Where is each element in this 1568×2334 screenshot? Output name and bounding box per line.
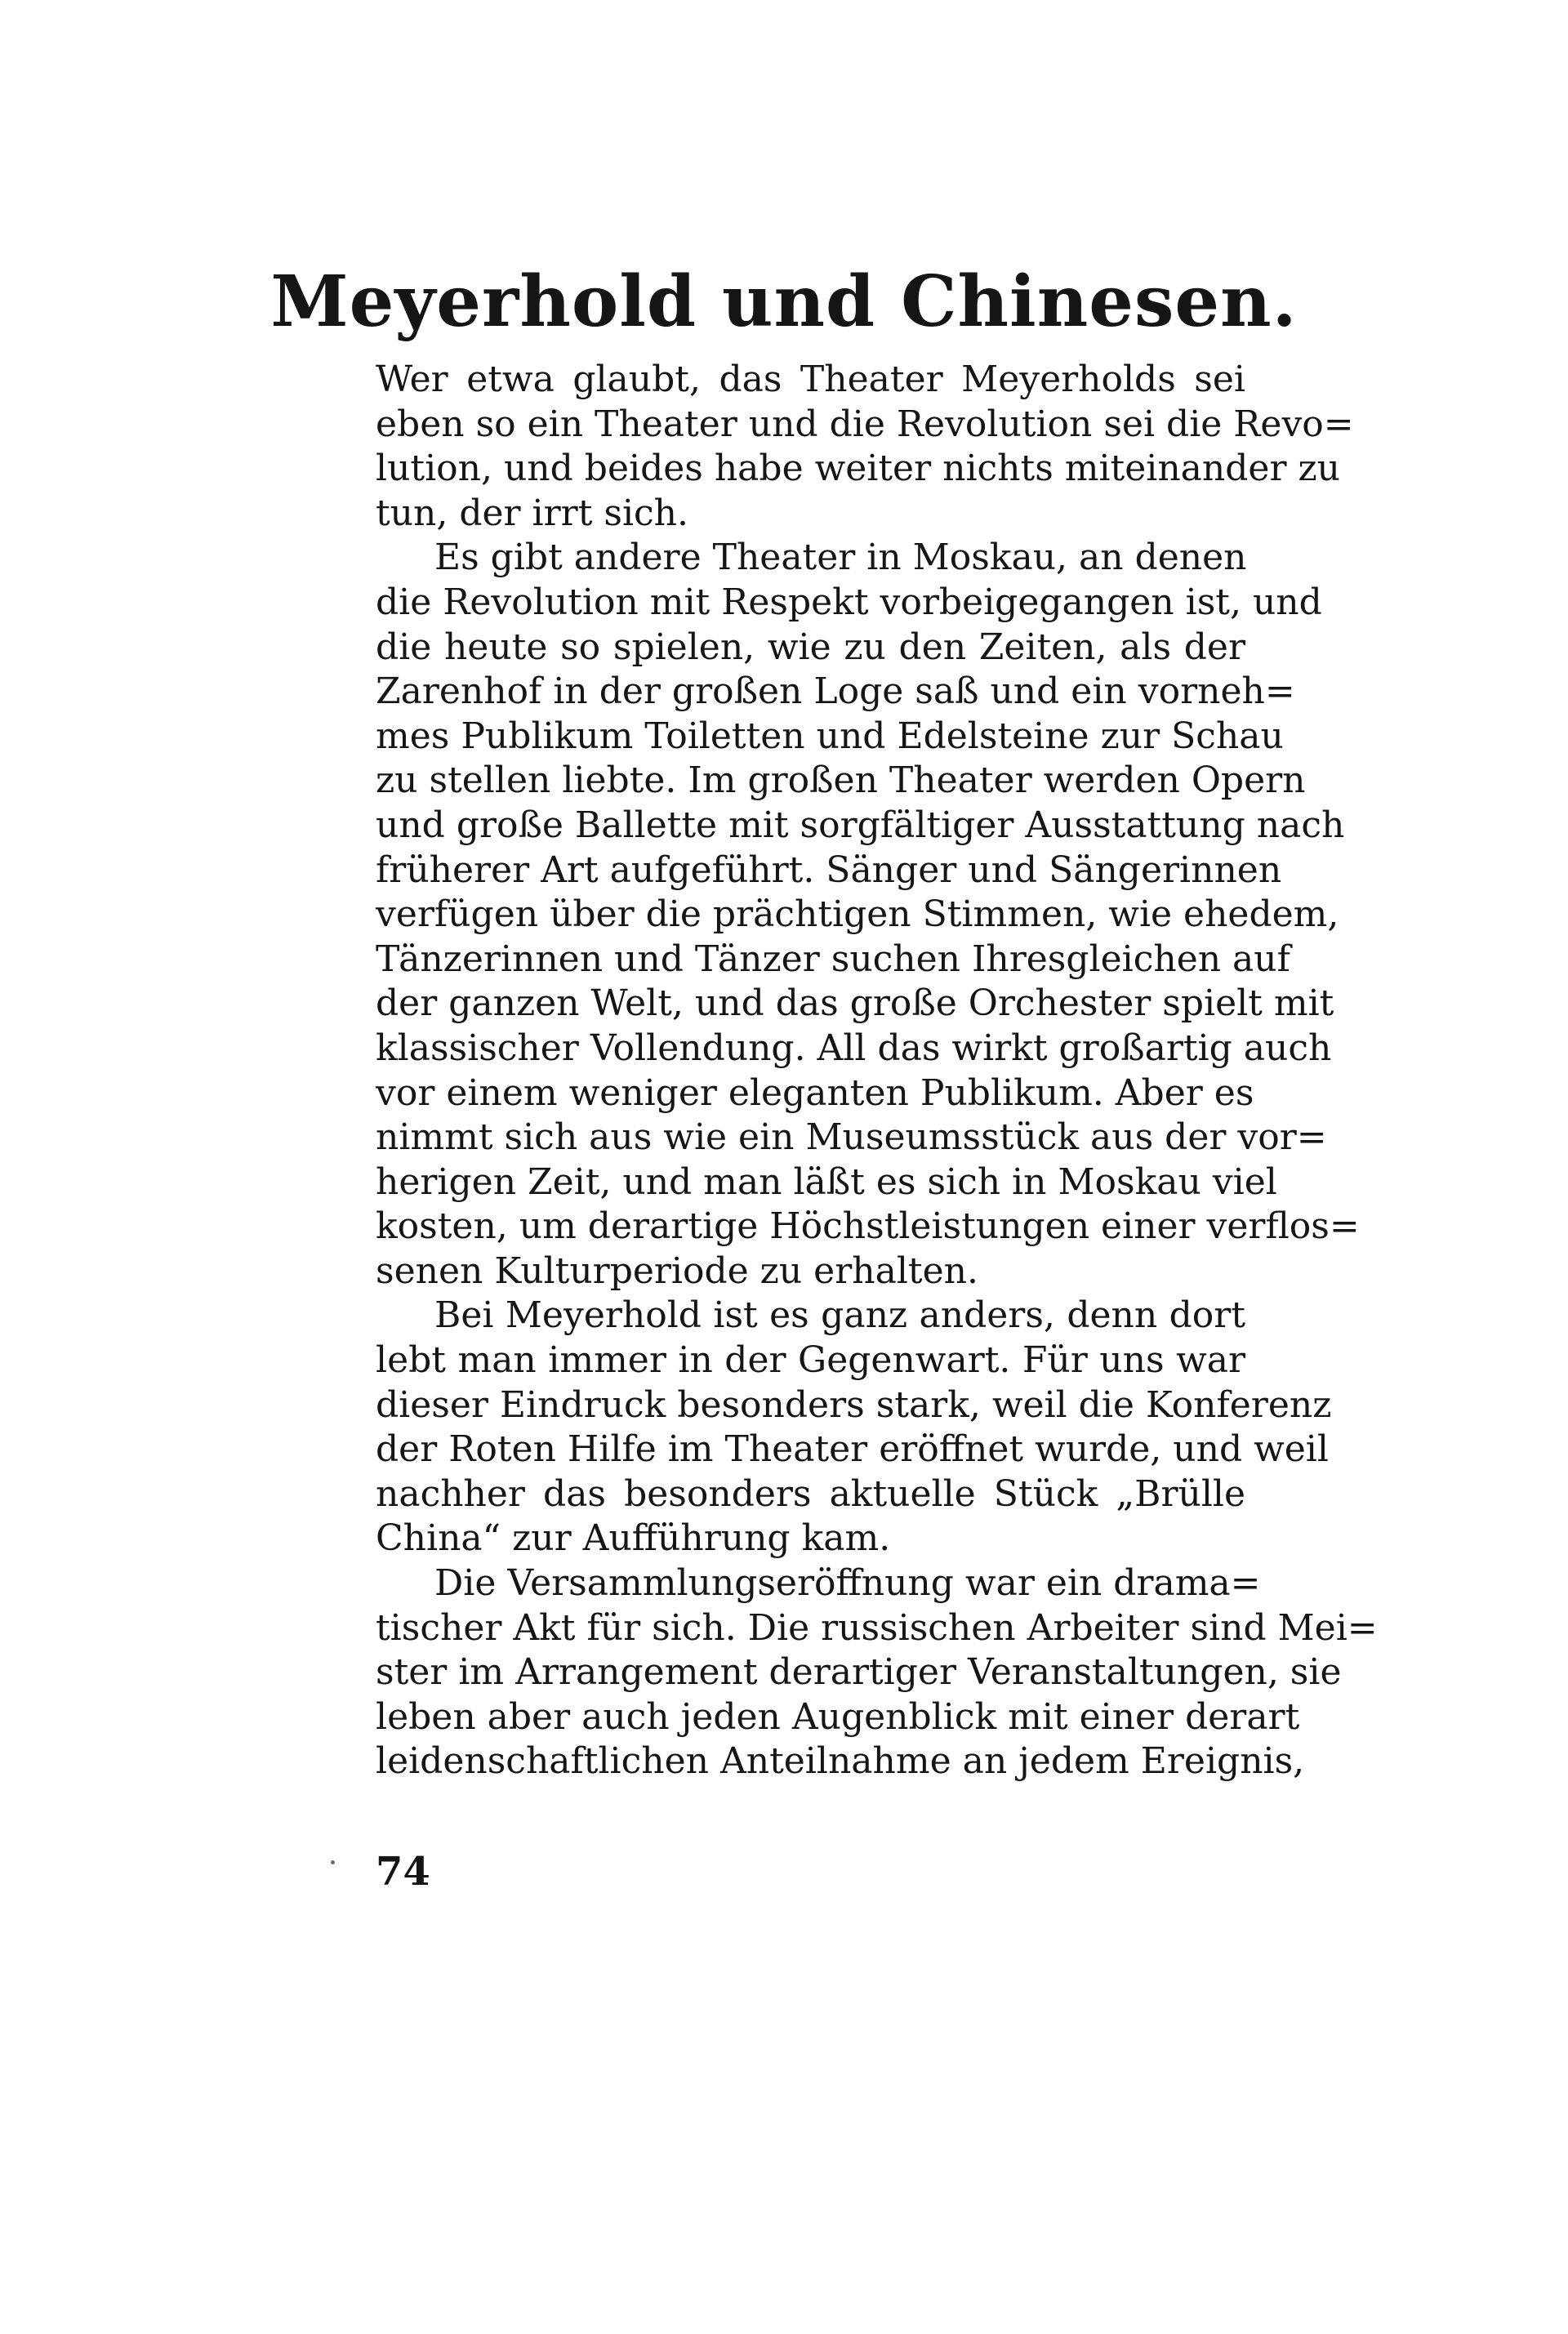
text-line: verfügen über die prächtigen Stimmen, wie ehedem, — [376, 893, 1339, 936]
text-line: ster im Arrangement derartiger Veranstaltungen, sie — [376, 1651, 1342, 1694]
text-line: der ganzen Welt, und das große Orchester spielt mit — [376, 982, 1334, 1025]
text-line: dieser Eindruck besonders stark, weil die Konferenz — [376, 1383, 1332, 1426]
text-line: leidenschaftlichen Anteilnahme an jedem Ereignis, — [376, 1740, 1305, 1783]
text-line: senen Kulturperiode zu erhalten. — [376, 1249, 978, 1292]
text-line: lebt man immer in der Gegenwart. Für uns war — [376, 1339, 1245, 1382]
ink-speck — [331, 1860, 335, 1864]
text-line: Zarenhof in der großen Loge saß und ein vorneh= — [376, 670, 1295, 713]
text-line: tischer Akt für sich. Die russischen Arbeiter sind Mei= — [376, 1606, 1378, 1649]
text-line: kosten, um derartige Höchstleistungen einer verflos= — [376, 1205, 1360, 1248]
text-line: der Roten Hilfe im Theater eröffnet wurde, und weil — [376, 1428, 1329, 1471]
text-line: zu stellen liebte. Im großen Theater werden Opern — [376, 759, 1306, 802]
text-line: nachher das besonders aktuelle Stück „Brülle — [376, 1472, 1245, 1515]
text-line: früherer Art aufgeführt. Sänger und Sängerinnen — [376, 849, 1282, 891]
text-line: Die Versammlungseröffnung war ein drama= — [434, 1562, 1261, 1605]
text-line: die heute so spielen, wie zu den Zeiten, als der — [376, 626, 1245, 668]
text-line: Es gibt andere Theater in Moskau, an denen — [434, 537, 1247, 579]
page-number: 74 — [376, 1849, 430, 1895]
text-line: und große Ballette mit sorgfältiger Ausstattung nach — [376, 804, 1345, 846]
text-line: tun, der irrt sich. — [376, 492, 688, 534]
text-line: klassischer Vollendung. All das wirkt großartig auch — [376, 1027, 1332, 1069]
chapter-title: Meyerhold und Chinesen. — [270, 261, 1298, 343]
text-line: China“ zur Aufführung kam. — [376, 1517, 891, 1560]
body-text — [376, 358, 1378, 1784]
text-line: mes Publikum Toiletten und Edelsteine zur Schau — [376, 715, 1284, 757]
text-line: Bei Meyerhold ist es ganz anders, denn dort — [434, 1294, 1245, 1337]
text-line: herigen Zeit, und man läßt es sich in Moskau viel — [376, 1160, 1277, 1203]
text-line: lution, und beides habe weiter nichts miteinander zu — [376, 448, 1340, 490]
text-line: nimmt sich aus wie ein Museumsstück aus der vor= — [376, 1116, 1327, 1159]
text-line: eben so ein Theater und die Revolution sei die Revo= — [376, 403, 1354, 445]
text-line: Tänzerinnen und Tänzer suchen Ihresgleichen auf — [376, 938, 1290, 980]
text-line: Wer etwa glaubt, das Theater Meyerholds sei — [376, 359, 1245, 400]
text-line: die Revolution mit Respekt vorbeigegangen ist, und — [376, 581, 1322, 623]
text-line: leben aber auch jeden Augenblick mit einer derart — [376, 1695, 1300, 1738]
text-line: vor einem weniger eleganten Publikum. Aber es — [376, 1071, 1254, 1114]
